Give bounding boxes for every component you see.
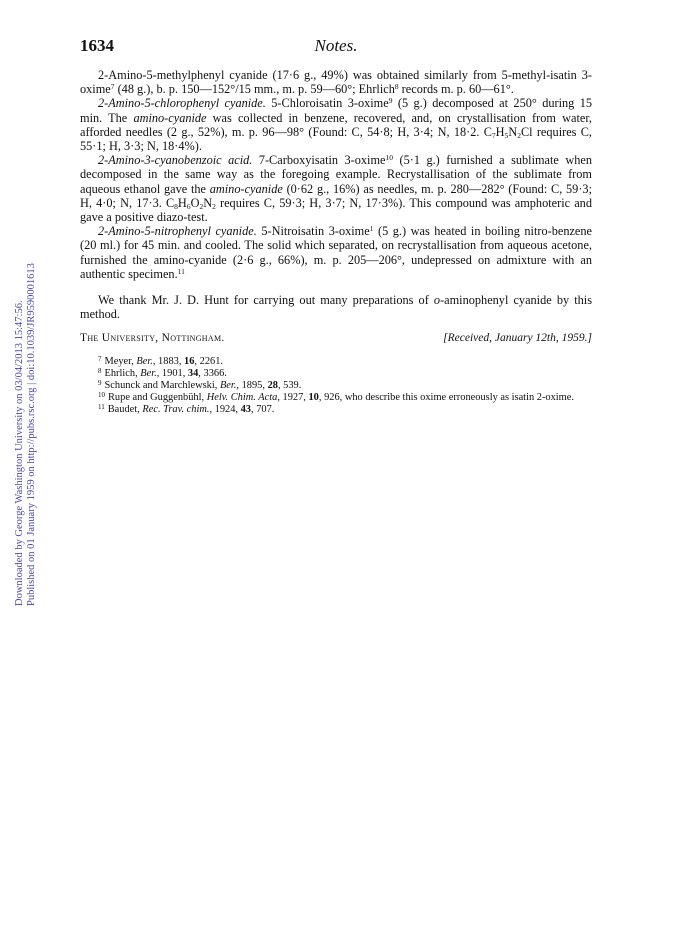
ref-year: , 1924, bbox=[209, 403, 241, 415]
text: H bbox=[177, 195, 187, 210]
compound-heading: 2-Amino-5-chlorophenyl cyanide. bbox=[98, 96, 266, 111]
text: (48 g.), b. p. 150—152°/15 mm., m. p. 59—60°; Ehrlich bbox=[114, 82, 395, 97]
reference-item bbox=[80, 380, 592, 392]
page-header bbox=[80, 36, 592, 60]
text: requires C, 59·3; H, 3·7; N, 17·3%). This compound was amphoteric and gave a positive diazo-test. bbox=[80, 195, 592, 225]
received-day: January 12th bbox=[494, 332, 556, 345]
published-doi-line[interactable]: Published on 01 January 1959 on http://pubs.rsc.org | doi:10.1039/JR9590001613 bbox=[26, 263, 37, 606]
subscript: 5 bbox=[504, 130, 509, 140]
text: We thank Mr. J. D. Hunt for carrying out many preparations of bbox=[98, 293, 434, 308]
compound-heading: 2-Amino-5-nitrophenyl cyanide. bbox=[98, 224, 257, 239]
ref-authors: Baudet, bbox=[107, 403, 143, 415]
received-date bbox=[443, 331, 592, 345]
running-title: Notes. bbox=[314, 36, 358, 55]
text: 5-Nitroisatin 3-oxime bbox=[256, 224, 370, 239]
references bbox=[80, 356, 592, 416]
ref-journal: Ber. bbox=[219, 379, 237, 391]
text: 5-Chloroisatin 3-oxime bbox=[265, 96, 389, 111]
subscript: 8 bbox=[174, 201, 178, 211]
footnote-ref: 10 bbox=[385, 153, 394, 163]
text: (5 g.) was heated in boiling nitro-benzene (20 ml.) for 45 min. and cooled. The solid which separated, on recrystallisation from aqueous acetone, furnished the amino-cyanide (2·6 g., 66%), m. p. 205—206°, undepressed on admixture with an authentic specimen. bbox=[80, 224, 592, 281]
page-number: 1634 bbox=[80, 36, 114, 55]
received-prefix: [Received, bbox=[443, 332, 495, 345]
ref-volume: 34 bbox=[187, 367, 199, 379]
ref-authors: Rupe and Guggenbühl, bbox=[108, 391, 207, 403]
italic-term: amino-cyanide bbox=[133, 110, 207, 125]
ref-pages: , 926, who describe this oxime erroneously as isatin 2-oxime. bbox=[318, 391, 574, 403]
text: Cl requires C, 55·1; H, 3·3; N, 18·4%). bbox=[80, 124, 592, 154]
footnote-ref: 1 bbox=[369, 224, 374, 234]
acknowledgement bbox=[80, 293, 592, 321]
paragraph-cyanobenzoic bbox=[80, 153, 592, 224]
paragraph-nitrophenyl bbox=[80, 224, 592, 281]
ref-number: 7 bbox=[98, 354, 102, 363]
subscript: 2 bbox=[199, 201, 204, 211]
ref-journal: Rec. Trav. chim. bbox=[142, 403, 210, 415]
affiliation: The University, Nottingham. bbox=[80, 332, 225, 345]
text: (5 g.) decomposed at 250° during 15 min. The bbox=[80, 96, 593, 125]
italic-term: amino-cyanide bbox=[209, 181, 283, 196]
ref-number: 8 bbox=[98, 366, 102, 375]
italic-term: o bbox=[433, 293, 441, 308]
text: 2-Amino-5-methylphenyl cyanide (17·6 g., 49%) was obtained similarly from 5-methyl-isatin 3-oxime bbox=[80, 68, 592, 97]
ref-authors: Ehrlich, bbox=[104, 367, 141, 379]
paragraph-chlorophenyl bbox=[80, 96, 592, 153]
ref-journal: Helv. Chim. Acta bbox=[206, 391, 278, 403]
affiliation-row bbox=[80, 331, 592, 345]
footnote-ref: 11 bbox=[177, 266, 185, 276]
ref-number: 10 bbox=[98, 390, 105, 399]
subscript: 7 bbox=[491, 130, 496, 140]
ref-volume: 16 bbox=[184, 355, 195, 367]
compound-heading: 2-Amino-3-cyanobenzoic acid. bbox=[98, 153, 253, 168]
text: 7-Carboxyisatin 3-oxime bbox=[252, 153, 386, 168]
ref-volume: 28 bbox=[267, 379, 278, 391]
ref-pages: , 707. bbox=[251, 403, 275, 415]
footnote-ref: 7 bbox=[110, 82, 115, 92]
footnote-ref: 8 bbox=[394, 82, 399, 92]
ref-volume: 10 bbox=[308, 391, 319, 403]
reference-item bbox=[80, 368, 592, 380]
text: N bbox=[508, 124, 518, 139]
ref-year: , 1895, bbox=[236, 379, 268, 391]
paragraph-methylphenyl bbox=[80, 68, 592, 96]
reference-item bbox=[80, 356, 592, 368]
subscript: 2 bbox=[517, 130, 521, 140]
ref-year: , 1901, bbox=[156, 367, 188, 379]
text: H bbox=[495, 124, 505, 139]
article-body bbox=[80, 68, 592, 416]
subscript: 6 bbox=[186, 201, 191, 211]
ref-authors: Meyer, bbox=[104, 355, 137, 367]
text: (5·1 g.) furnished a sublimate when decomposed in the same way as the foregoing example. Recrystallisation of the sublimate from aqueous ethanol gave the bbox=[80, 153, 593, 196]
ref-pages: , 539. bbox=[277, 379, 302, 391]
text: was collected in benzene, recovered, and, on crystallisation from water, afforded needles (2 g., 52%), m. p. 96—98° (Found: C, 54·8; H, 3·4; N, 18·2. C bbox=[80, 110, 593, 139]
ref-pages: , 3366. bbox=[198, 367, 227, 379]
ref-journal: Ber. bbox=[140, 367, 157, 379]
text: O bbox=[190, 195, 200, 210]
footnote-ref: 9 bbox=[388, 96, 393, 106]
download-line[interactable]: Downloaded by George Washington University on 03/04/2013 15:47:56. bbox=[14, 300, 25, 606]
ref-authors: Schunck and Marchlewski, bbox=[104, 379, 220, 391]
ref-year: , 1883, bbox=[152, 355, 185, 367]
ref-number: 9 bbox=[98, 378, 102, 387]
text: N bbox=[203, 195, 213, 210]
download-notice bbox=[14, 166, 38, 606]
ref-volume: 43 bbox=[240, 403, 251, 415]
subscript: 2 bbox=[212, 201, 216, 211]
ref-journal: Ber. bbox=[136, 355, 153, 367]
ref-pages: , 2261. bbox=[194, 355, 223, 367]
reference-item bbox=[80, 392, 592, 404]
ref-number: 11 bbox=[98, 402, 105, 411]
reference-item bbox=[80, 404, 592, 416]
ref-year: , 1927, bbox=[277, 391, 309, 403]
received-suffix: , 1959.] bbox=[555, 332, 592, 345]
text: (0·62 g., 16%) as needles, m. p. 280—282° (Found: C, 59·3; H, 4·0; N, 17·3. C bbox=[80, 181, 592, 210]
text: records m. p. 60—61°. bbox=[398, 82, 514, 97]
text: -aminophenyl cyanide by this method. bbox=[80, 293, 592, 322]
